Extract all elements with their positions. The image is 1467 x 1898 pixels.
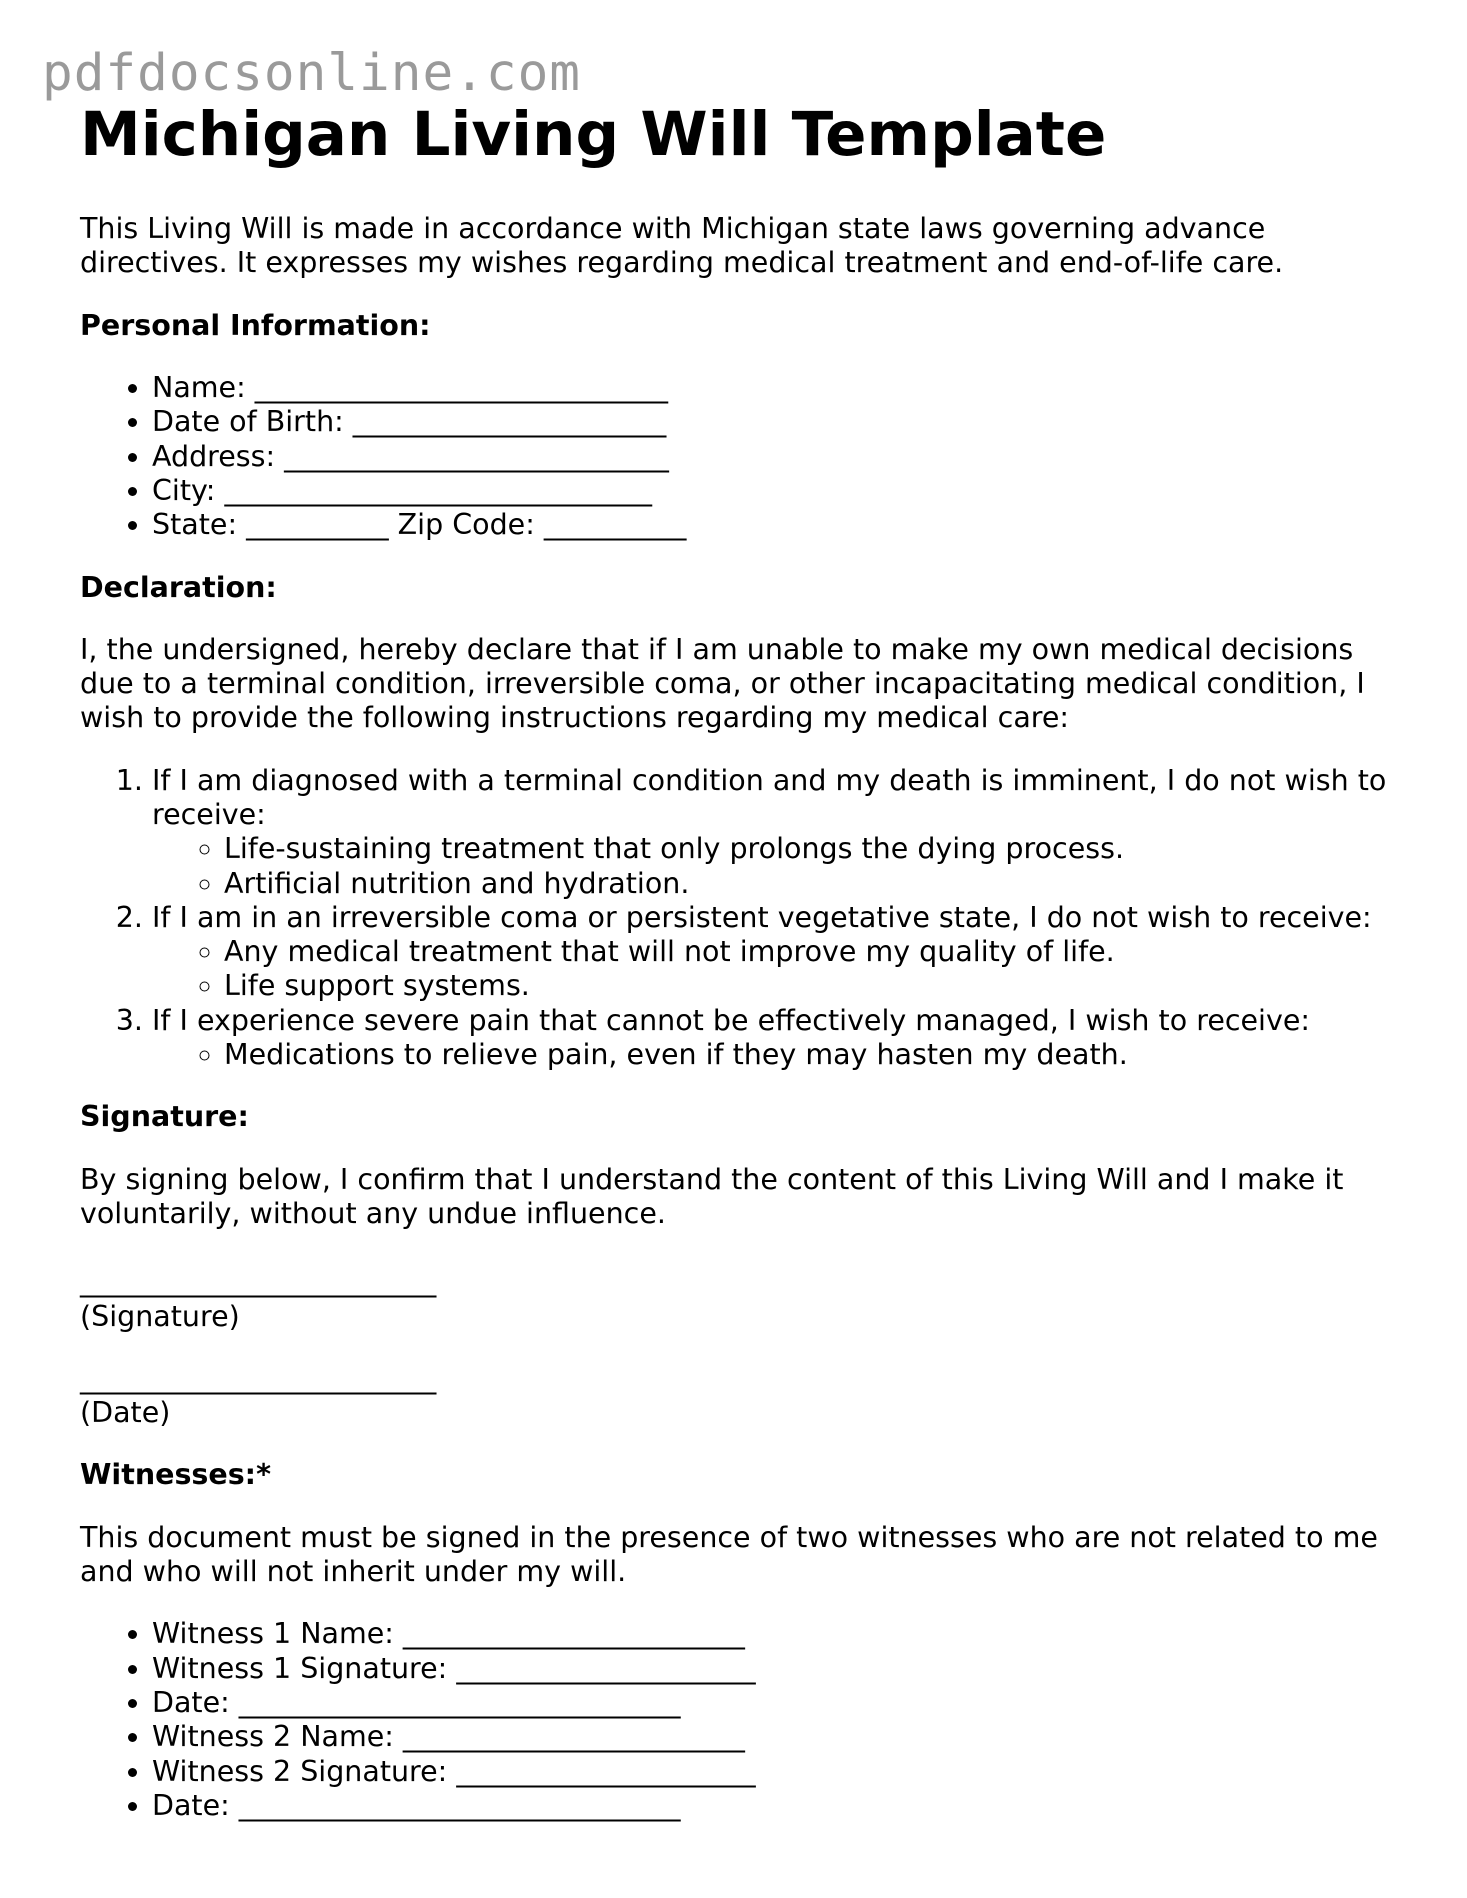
signature-paragraph: By signing below, I confirm that I understand the content of this Living Will and I make it voluntarily, without any undue influence.: [80, 1162, 1344, 1230]
instruction-item: [152, 1004, 1400, 1073]
instruction-text: If I am in an irreversible coma or persistent vegetative state, I do not wish to receive:: [152, 900, 1372, 934]
instruction-text: If I am diagnosed with a terminal condition and my death is imminent, I do not wish to receive:: [152, 763, 1387, 831]
name-field[interactable]: • Name: _____________________________: [152, 371, 1400, 405]
city-field[interactable]: • City: ______________________________: [152, 474, 1400, 508]
personal-info-heading: Personal Information:: [80, 308, 431, 342]
witnesses-heading: Witnesses:*: [80, 1458, 271, 1492]
document-page: [80, 100, 1400, 1823]
instruction-subitem: ◦ Life-sustaining treatment that only prolongs the dying process.: [224, 832, 1400, 866]
date-label: (Date): [80, 1396, 171, 1430]
state-zip-field[interactable]: • State: __________ Zip Code: __________: [152, 508, 1400, 542]
witnesses-list: [80, 1617, 1400, 1823]
declaration-heading: Declaration:: [80, 570, 277, 604]
instruction-subitem: ◦ Artificial nutrition and hydration.: [224, 867, 1400, 901]
instruction-sublist: [152, 832, 1400, 901]
declaration-instructions: [80, 764, 1400, 1073]
instruction-subitem: ◦ Life support systems.: [224, 969, 1400, 1003]
instruction-item: [152, 764, 1400, 901]
witnesses-paragraph: This document must be signed in the presence of two witnesses who are not related to me and who will not inherit under my will.: [80, 1520, 1378, 1589]
date-line[interactable]: _________________________: [80, 1361, 437, 1395]
witness-1-date-field[interactable]: • Date: _______________________________: [152, 1686, 1400, 1720]
instruction-sublist: [152, 1038, 1400, 1072]
instruction-text: If I experience severe pain that cannot be effectively managed, I wish to receive:: [152, 1003, 1310, 1037]
instruction-subitem: ◦ Medications to relieve pain, even if they may hasten my death.: [224, 1038, 1400, 1072]
signature-heading: Signature:: [80, 1100, 249, 1134]
witness-1-signature-field[interactable]: • Witness 1 Signature: _____________________: [152, 1652, 1400, 1686]
date-of-birth-field[interactable]: • Date of Birth: ______________________: [152, 405, 1400, 439]
witness-2-name-field[interactable]: • Witness 2 Name: ________________________: [152, 1720, 1400, 1754]
signature-line[interactable]: _________________________: [80, 1265, 437, 1299]
address-field[interactable]: • Address: ___________________________: [152, 440, 1400, 474]
instruction-item: [152, 901, 1400, 1004]
watermark: pdfdocsonline.com: [42, 44, 581, 103]
witness-2-signature-field[interactable]: • Witness 2 Signature: _____________________: [152, 1755, 1400, 1789]
witness-2-date-field[interactable]: • Date: _______________________________: [152, 1789, 1400, 1823]
personal-info-list: [80, 371, 1400, 542]
page-title: Michigan Living Will Template: [80, 99, 1107, 170]
instruction-subitem: ◦ Any medical treatment that will not improve my quality of life.: [224, 935, 1400, 969]
instruction-sublist: [152, 935, 1400, 1004]
signature-label: (Signature): [80, 1299, 240, 1333]
witness-1-name-field[interactable]: • Witness 1 Name: ________________________: [152, 1617, 1400, 1651]
declaration-paragraph: I, the undersigned, hereby declare that if I am unable to make my own medical decisions due to a terminal condition, irreversible coma, or other incapacitating medical condition, I wish to provide the following instructions regarding my medical care:: [80, 632, 1365, 735]
intro-paragraph: This Living Will is made in accordance with Michigan state laws governing advance directives. It expresses my wishes regarding medical treatment and end-of-life care.: [80, 212, 1284, 280]
